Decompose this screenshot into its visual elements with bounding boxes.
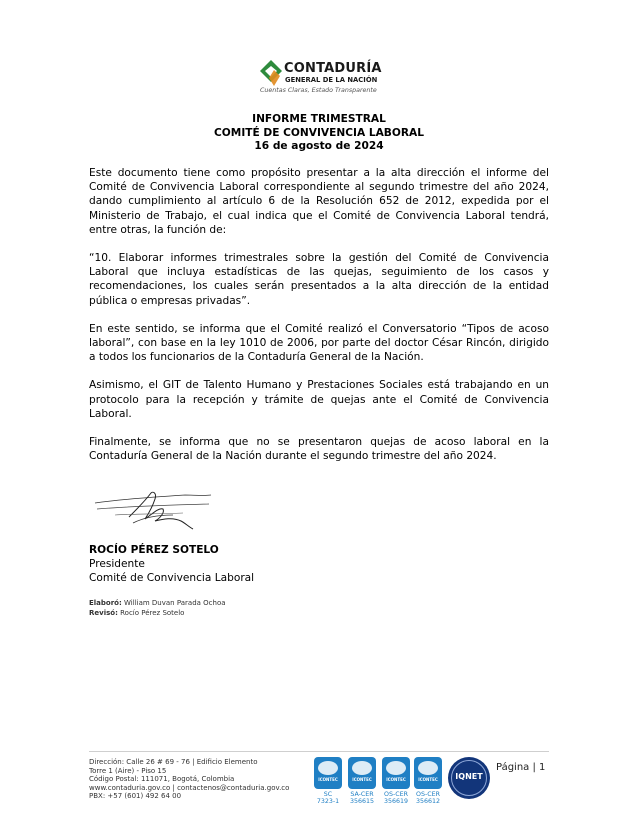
document-title: INFORME TRIMESTRAL <box>252 113 386 125</box>
certification-badge <box>348 757 376 805</box>
document-body <box>89 166 549 477</box>
footer-web: www.contaduria.gov.co | contactenos@contaduria.gov.co <box>89 783 290 792</box>
handwritten-signature <box>93 487 213 533</box>
footer-contact <box>89 758 289 801</box>
paragraph-protocol: Asimismo, el GIT de Talento Humano y Prestaciones Sociales está trabajando en un protocolo para la recepción y trámite de quejas ante el Comité de Convivencia Laboral. <box>89 379 549 420</box>
credits-block <box>89 599 226 618</box>
footer-postal: Código Postal: 111071, Bogotá, Colombia <box>89 775 235 784</box>
icontec-seal-icon: ICONTEC <box>314 757 342 789</box>
document-header <box>0 113 638 154</box>
icontec-seal-icon: ICONTEC <box>348 757 376 789</box>
document-date: 16 de agosto de 2024 <box>254 140 384 152</box>
paragraph-purpose: Este documento tiene como propósito presentar a la alta dirección el informe del Comité de Convivencia Laboral correspondiente al segundo trimestre del año 2024, dando cumplimiento al artículo 6 de la Resolución 652 de 2012, expedida por el Ministerio de Trabajo, el cual indica que el Comité de Convivencia Laboral tendrá, entre otras, la función de: <box>89 167 549 236</box>
paragraph-conversatorio: En este sentido, se informa que el Comité realizó el Conversatorio “Tipos de acoso laboral”, con base en la ley 1010 de 2006, por parte del doctor César Rincón, dirigido a todos los funcionarios de la Contaduría General de la Nación. <box>89 322 549 364</box>
certification-badge <box>414 757 442 805</box>
reviewed-by-line <box>89 609 226 619</box>
iqnet-seal-icon: IQNET <box>448 757 490 799</box>
prepared-label: Elaboró: <box>89 599 122 607</box>
reviewed-by: Rocío Pérez Sotelo <box>120 608 185 617</box>
prepared-by: William Duvan Parada Ochoa <box>124 599 226 607</box>
logo-mark-icon <box>260 60 282 88</box>
footer-phone: PBX: +57 (601) 492 64 00 <box>89 792 182 801</box>
page-number: Página | 1 <box>496 762 546 773</box>
committee-title: COMITÉ DE CONVIVENCIA LABORAL <box>214 126 424 139</box>
signer-block <box>89 544 254 585</box>
footer-divider <box>89 751 549 752</box>
badge-code: OS-CER 356612 <box>415 791 441 805</box>
logo-motto: Cuentas Claras, Estado Transparente <box>260 87 377 94</box>
paragraph-quote: “10. Elaborar informes trimestrales sobre la gestión del Comité de Convivencia Laboral que incluya estadísticas de las quejas, seguimiento de los casos y recomendaciones, los cuales serán presentados a la alta dirección de la entidad pública o empresas privadas”. <box>89 252 549 307</box>
badge-code: SC 7323-1 <box>316 791 340 805</box>
footer-tower: Torre 1 (Aire) - Piso 15 <box>89 766 167 775</box>
paragraph-conclusion: Finalmente, se informa que no se presentaron quejas de acoso laboral en la Contaduría General de la Nación durante el segundo trimestre del año 2024. <box>89 436 549 463</box>
signer-role: Presidente <box>89 557 145 570</box>
logo-subtitle: GENERAL DE LA NACIÓN <box>285 76 378 84</box>
icontec-seal-icon: ICONTEC <box>382 757 410 789</box>
badge-code: SA-CER 356615 <box>349 791 375 805</box>
reviewed-label: Revisó: <box>89 608 118 617</box>
signer-committee: Comité de Convivencia Laboral <box>89 571 255 584</box>
contaduria-logo <box>258 60 382 100</box>
certification-badge <box>382 757 410 805</box>
footer-address: Dirección: Calle 26 # 69 - 76 | Edificio Elemento <box>89 758 258 766</box>
logo-name: CONTADURÍA <box>284 61 382 76</box>
prepared-by-line <box>89 599 226 609</box>
certification-badge <box>314 757 342 805</box>
icontec-seal-icon: ICONTEC <box>414 757 442 789</box>
signer-name: ROCÍO PÉREZ SOTELO <box>89 544 219 556</box>
badge-code: OS-CER 356619 <box>383 791 409 805</box>
